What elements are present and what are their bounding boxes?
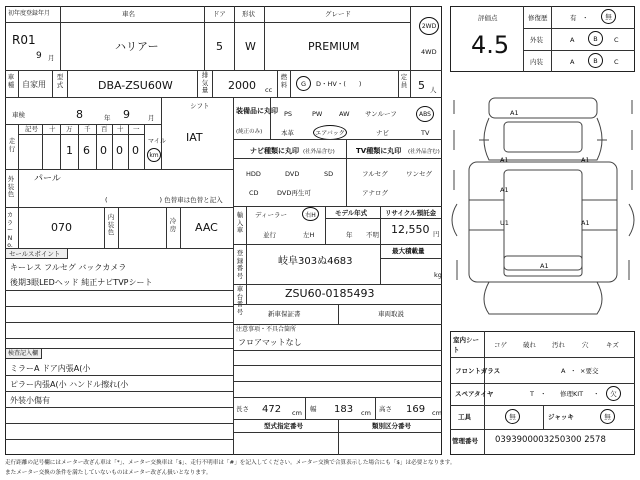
equipment-sub: (純正のみ) [236, 129, 263, 135]
grade-value: PREMIUM [308, 40, 360, 53]
tv-sub: (社外品含む) [408, 149, 440, 155]
inspection-year-unit: 年 [104, 114, 111, 122]
footer-line-2: またメーター交換の条件を満たしていないものはメーター改ざん扱いとなります。 [5, 470, 212, 476]
mileage-digit-4: 0 [116, 144, 123, 157]
navi-cd: CD [249, 189, 259, 197]
spare-none-circle: 欠 [606, 386, 621, 401]
height-cm: cm [432, 409, 442, 417]
seat-kizu: キズ [606, 341, 619, 349]
inspection-month: 9 [123, 108, 130, 121]
equip-leather: 本革 [281, 129, 294, 137]
tv-analog: アナログ [362, 189, 388, 197]
fuel-label: 燃料 [280, 73, 288, 89]
navi-dvd-play: DVD再生可 [277, 189, 311, 197]
color-no-value: 070 [51, 221, 72, 234]
shape-value: W [245, 40, 256, 53]
jack-none-circle: 無 [600, 409, 615, 424]
seat-koge: コゲ [494, 341, 507, 349]
management-value: 0393900003250300 2578 [495, 435, 606, 445]
width-value: 183 [334, 404, 354, 415]
equip-tv: TV [421, 129, 430, 137]
frame-label: 車台番号 [236, 285, 244, 316]
equip-abs-circle: ABS [416, 106, 434, 122]
front-glass-label: フロントガラス [455, 367, 501, 375]
inspector-line-3: 外装小傷有 [10, 396, 50, 405]
spare-tire-label: スペアタイヤ [455, 390, 494, 398]
tv-title: TV種類に丸印 [356, 147, 402, 155]
width-label: 幅 [310, 405, 317, 413]
exterior-color-label: 外装色 [7, 175, 15, 198]
doors-value: 5 [216, 40, 223, 53]
equip-navi: ナビ [376, 129, 389, 137]
mileage-label: 走行 [8, 137, 16, 153]
inspector-line-1: ミラーA ドア内張A(小 [10, 364, 91, 373]
navi-title: ナビ種類に丸印 [250, 147, 299, 155]
vehicle-type-label: 車種 [7, 73, 15, 89]
fuel-g-circle: G [296, 76, 311, 91]
mileage-digit-2: 6 [83, 144, 90, 157]
tv-fullseg: フルセグ [362, 170, 388, 178]
recycle-yen: 円 [433, 230, 440, 238]
mileage-digit-label-4: 百 [101, 125, 108, 133]
mileage-digit-label-3: 千 [84, 125, 91, 133]
shift-value: IAT [186, 131, 203, 144]
sales-point-line-1: キーレス フルセグ バックカメラ [10, 263, 127, 272]
navi-sub: (社外品含む) [303, 149, 335, 155]
plate-label: 登録番号 [236, 249, 244, 280]
mileage-digit-3: 0 [100, 144, 107, 157]
inspector-label: 検査記入欄 [8, 350, 39, 357]
seat-label: 室内シート [453, 336, 479, 354]
mileage-digit-label-1: 十 [49, 125, 56, 133]
color-no-label: カラーNo. [6, 212, 13, 249]
interior-label: 内装 [530, 58, 543, 66]
max-load-label: 最大積載量 [392, 247, 425, 255]
era-value: R01 [12, 33, 36, 47]
capacity-unit: 人 [430, 86, 437, 94]
interior-grade-a: A [570, 58, 575, 66]
repair-no-circle: 無 [601, 9, 616, 24]
equip-aw: AW [339, 110, 350, 118]
plate-value: 岐阜303ぬ4683 [278, 256, 353, 267]
sales-point-label: セールスポイント [9, 250, 61, 258]
type-number-label: 型式指定番号 [264, 422, 303, 430]
shift-label: シフト [190, 102, 210, 110]
door-label: ドア [213, 10, 226, 18]
spare-repair-kit: 修理KIT [560, 390, 584, 398]
cc-unit: cc [265, 86, 273, 94]
seat-ana: 穴 [582, 341, 589, 349]
exterior-grade-a: A [570, 36, 575, 44]
capacity-label: 定員 [400, 73, 408, 89]
cooler-label: 冷房 [169, 217, 177, 233]
model-label: 型式 [56, 73, 64, 89]
damage-a1-left: A1 [500, 156, 509, 164]
damage-a1-left-mid: A1 [500, 186, 509, 194]
equip-airbag-circle: エアバック [313, 125, 347, 140]
mileage-digit-label-6: 一 [133, 125, 140, 133]
inspection-label: 車検 [12, 111, 25, 119]
length-cm: cm [292, 409, 302, 417]
inspection-year: 8 [76, 108, 83, 121]
equip-pw: PW [312, 110, 323, 118]
displacement-value: 2000 [228, 79, 256, 92]
max-load-kg: kg [434, 271, 442, 279]
caution-label: 注意事項・不具合箇所 [236, 326, 297, 333]
model-year-label: モデル年式 [335, 209, 368, 217]
interior-grade-c: C [614, 58, 619, 66]
footer-line-1: 走行距離の記号欄にはメーター改ざん車は「*」、メーター交換車は「$」、走行不明車は「#」を記入してください。メーター交換で合算表示した場合にも「$」は必要となります。 [5, 460, 456, 466]
equip-sunroof: サンルーフ [365, 110, 397, 118]
damage-a1-rear: A1 [540, 262, 549, 270]
model-year-unit: 年 [346, 231, 353, 239]
interior-color-label: 内装色 [107, 213, 115, 236]
score-label: 評価点 [478, 14, 498, 22]
import-left-h: 左H [303, 231, 315, 239]
reg-month-unit: 月 [48, 54, 55, 62]
exterior-label: 外装 [530, 36, 543, 44]
caution-line-1: フロアマットなし [238, 338, 302, 347]
inspection-month-unit: 月 [148, 114, 155, 122]
drive-4wd: 4WD [421, 48, 437, 56]
shape-label: 形状 [242, 10, 255, 18]
damage-u1: U1 [500, 219, 509, 227]
equip-ps: PS [284, 110, 293, 118]
tv-oneseg: ワンセグ [406, 170, 432, 178]
frame-value: ZSU60-0185493 [285, 287, 375, 300]
displacement-label: 排気量 [201, 71, 209, 94]
damage-a1-right-mid: A1 [581, 219, 590, 227]
car-name-label: 車名 [122, 10, 135, 18]
mile-label: マイル [148, 138, 166, 145]
import-dealer: ディーラー [255, 211, 287, 219]
length-value: 472 [262, 404, 282, 415]
repair-yes: 有 [570, 14, 577, 22]
grade-label: グレード [325, 10, 351, 18]
damage-a1-front: A1 [510, 109, 519, 117]
cooler-value: AAC [195, 221, 218, 234]
import-right-h-circle: 右H [302, 207, 319, 221]
car-name-value: ハリアー [115, 40, 159, 53]
tools-label: 工具 [458, 413, 471, 421]
navi-dvd: DVD [285, 170, 300, 178]
first-reg-label: 初年度登録年月 [8, 10, 51, 17]
width-cm: cm [361, 409, 371, 417]
jack-label: ジャッキ [548, 413, 574, 421]
model-value: DBA-ZSU60W [98, 79, 173, 92]
mileage-digit-5: 0 [132, 144, 139, 157]
mileage-digit-label-5: 十 [117, 125, 124, 133]
color-change-note: ( ) 色替車は色替と記入 [105, 196, 223, 204]
damage-a1-right: A1 [581, 156, 590, 164]
seat-yabure: 破れ [523, 341, 536, 349]
capacity-value: 5 [418, 79, 425, 92]
exterior-color-value: パール [34, 174, 61, 184]
height-value: 169 [406, 404, 426, 415]
mileage-digit-1: 1 [66, 144, 73, 157]
mileage-digit-label-2: 万 [66, 125, 73, 133]
km-circle: km [147, 148, 161, 162]
front-glass-x: ×要交 [580, 367, 599, 375]
import-parallel: 並行 [263, 231, 276, 239]
sales-point-line-2: 後期3眼LEDヘッド 純正ナビTVPシート [10, 278, 153, 287]
inspector-line-2: ピラー内張A(小 ハンドル擦れ(小 [10, 380, 129, 389]
import-label: 輸入車 [236, 211, 244, 234]
repair-label: 修復歴 [528, 14, 548, 22]
exterior-grade-b-circle: B [588, 31, 603, 46]
mileage-digit-label-0: 記号 [25, 125, 38, 133]
drive-2wd-circle: 2WD [419, 17, 439, 35]
tools-none-circle: 無 [505, 409, 520, 424]
use-value: 自家用 [22, 80, 46, 89]
class-number-label: 類別区分番号 [372, 422, 411, 430]
management-label: 管理番号 [452, 437, 478, 445]
navi-hdd: HDD [246, 170, 261, 178]
exterior-grade-c: C [614, 36, 619, 44]
length-label: 長さ [236, 405, 249, 413]
car-damage-diagram [449, 80, 639, 320]
spare-t: T [530, 390, 534, 398]
reg-month-value: 9 [36, 51, 42, 61]
new-warranty-label: 新車保証書 [268, 310, 301, 318]
model-year-unknown: 不明 [366, 231, 379, 239]
navi-sd: SD [324, 170, 334, 178]
fuel-others: D・HV・( ) [316, 80, 362, 88]
manual-label: 車両取説 [378, 310, 404, 318]
recycle-value: 12,550 [391, 223, 430, 236]
interior-grade-b-circle: B [588, 53, 603, 68]
front-glass-a: A [561, 367, 566, 375]
recycle-label: リサイクル預託金 [385, 209, 437, 217]
score-value: 4.5 [471, 31, 510, 59]
equipment-label: 装備品に丸印 [236, 107, 278, 115]
height-label: 高さ [379, 405, 392, 413]
seat-yogore: 汚れ [552, 341, 565, 349]
